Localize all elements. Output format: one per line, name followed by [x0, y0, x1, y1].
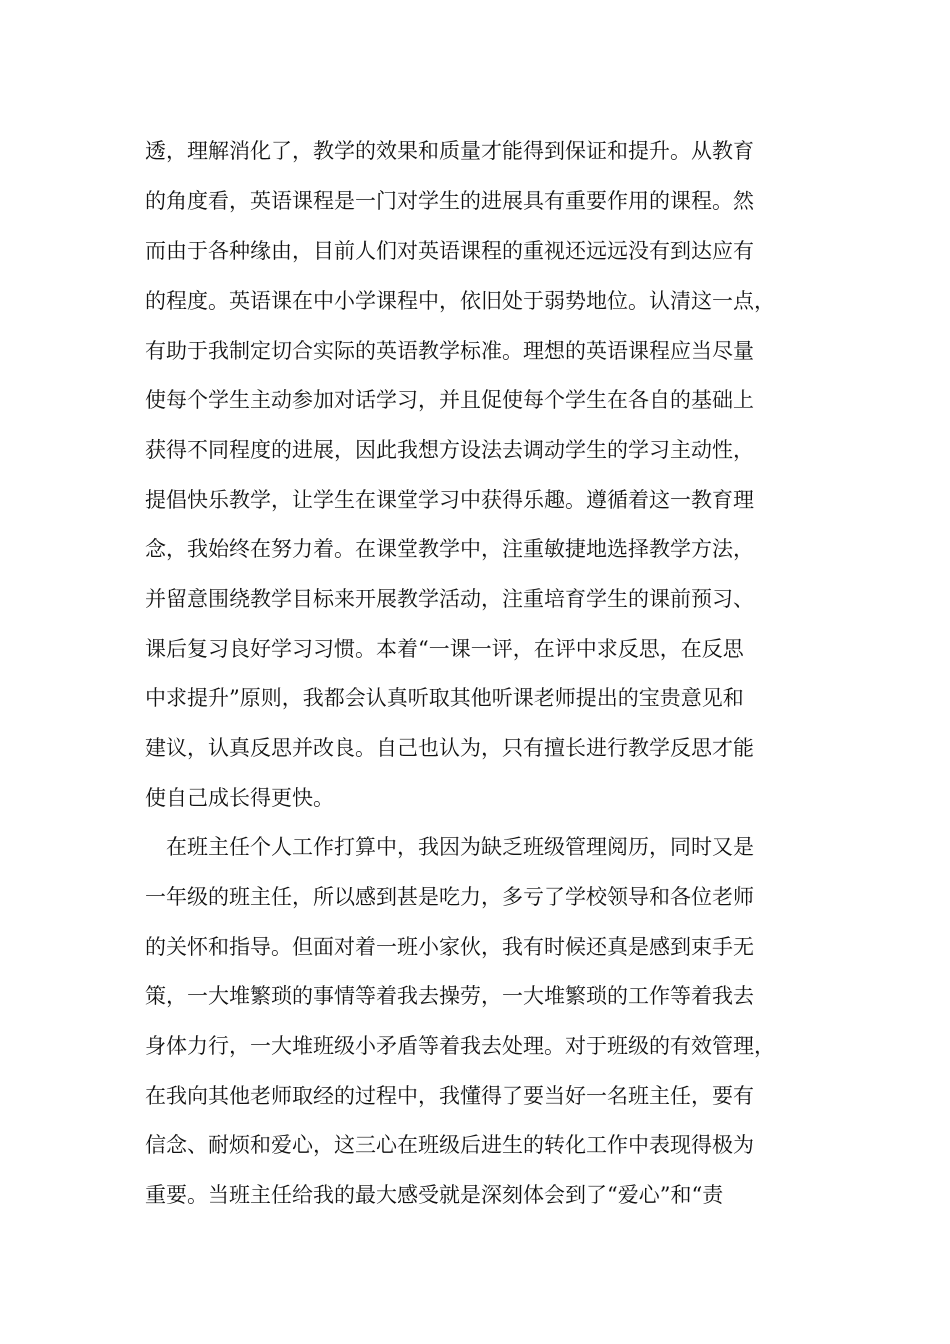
text-line: 身体力行，一大堆班级小矛盾等着我去处理。对于班级的有效管理，: [145, 1034, 775, 1058]
text-line: 使每个学生主动参加对话学习，并且促使每个学生在各自的基础上: [145, 388, 754, 412]
text-line: 建议，认真反思并改良。自己也认为，只有擅长进行教学反思才能: [145, 736, 754, 760]
text-line: 的程度。英语课在中小学课程中，依旧处于弱势地位。认清这一点，: [145, 289, 775, 313]
text-line: 的关怀和指导。但面对着一班小家伙，我有时候还真是感到束手无: [145, 935, 754, 959]
text-line: 念，我始终在努力着。在课堂教学中，注重敏捷地选择教学方法，: [145, 537, 754, 561]
text-line: 的角度看，英语课程是一门对学生的进展具有重要作用的课程。然: [145, 189, 754, 213]
text-line: 提倡快乐教学，让学生在课堂学习中获得乐趣。遵循着这一教育理: [145, 488, 754, 512]
text-line: 一年级的班主任，所以感到甚是吃力，多亏了学校领导和各位老师: [145, 885, 754, 909]
text-line: 获得不同程度的进展，因此我想方设法去调动学生的学习主动性，: [145, 438, 754, 462]
text-line: 而由于各种缘由，目前人们对英语课程的重视还远远没有到达应有: [145, 239, 754, 263]
text-line: 并留意围绕教学目标来开展教学活动，注重培育学生的课前预习、: [145, 587, 754, 611]
text-line: 重要。当班主任给我的最大感受就是深刻体会到了“爱心”和“责: [145, 1183, 724, 1207]
text-line: 课后复习良好学习习惯。本着“一课一评，在评中求反思，在反思: [145, 637, 744, 661]
text-line: 中求提升”原则，我都会认真听取其他听课老师提出的宝贵意见和: [145, 686, 744, 710]
text-line: 有助于我制定切合实际的英语教学标准。理想的英语课程应当尽量: [145, 339, 754, 363]
text-line: 在我向其他老师取经的过程中，我懂得了要当好一名班主任，要有: [145, 1084, 754, 1108]
text-line: 信念、耐烦和爱心，这三心在班级后进生的转化工作中表现得极为: [145, 1133, 754, 1157]
text-line: 透，理解消化了，教学的效果和质量才能得到保证和提升。从教育: [145, 139, 754, 163]
text-line: 使自己成长得更快。: [145, 786, 334, 810]
paragraph-first-line: 在班主任个人工作打算中，我因为缺乏班级管理阅历，同时又是: [166, 835, 754, 859]
text-line: 策，一大堆繁琐的事情等着我去操劳，一大堆繁琐的工作等着我去: [145, 984, 754, 1008]
